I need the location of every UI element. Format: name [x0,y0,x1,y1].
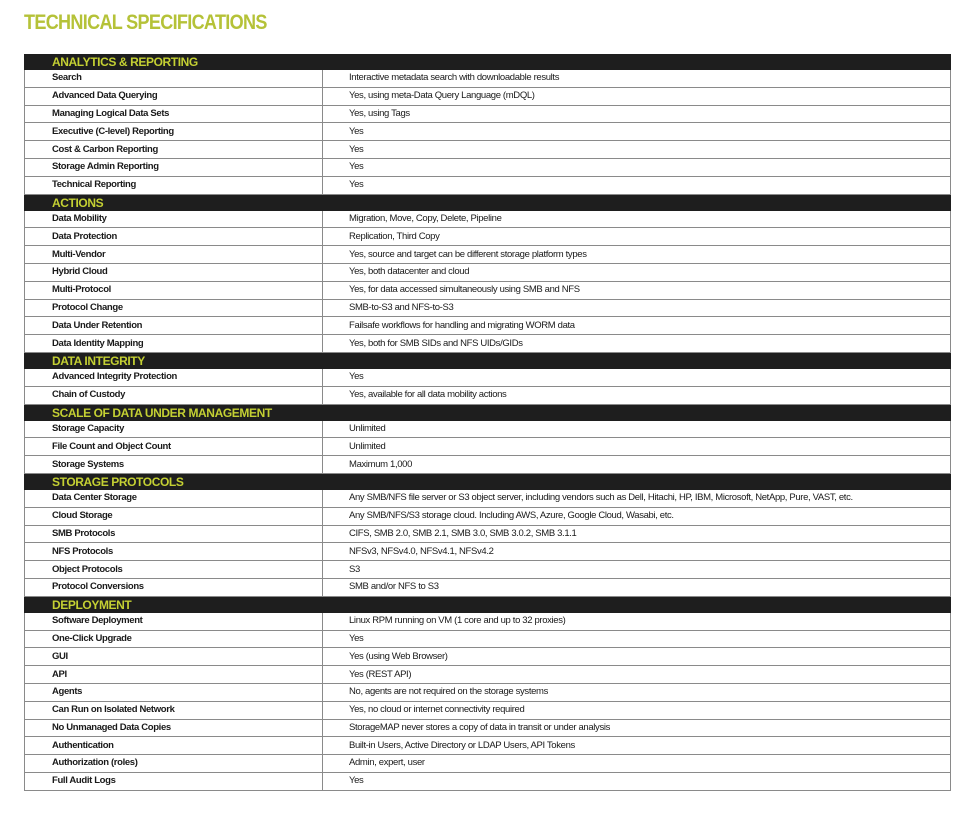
spec-row [25,386,951,404]
spec-label: Agents [25,683,323,701]
spec-value: Yes, for data accessed simultaneously using SMB and NFS [323,281,951,299]
spec-value: Yes (using Web Browser) [323,648,951,666]
spec-label: Can Run on Isolated Network [25,701,323,719]
spec-row [25,561,951,579]
spec-label: Search [25,70,323,87]
spec-label: Data Under Retention [25,317,323,335]
spec-value: Replication, Third Copy [323,228,951,246]
spec-value: Any SMB/NFS/S3 storage cloud. Including AWS, Azure, Google Cloud, Wasabi, etc. [323,507,951,525]
spec-label: Data Center Storage [25,490,323,507]
spec-value: Yes [323,176,951,194]
spec-value: Yes (REST API) [323,666,951,684]
spec-label: Multi-Protocol [25,281,323,299]
spec-row [25,141,951,159]
spec-label: Protocol Conversions [25,578,323,596]
spec-label: Advanced Integrity Protection [25,369,323,386]
spec-row [25,281,951,299]
spec-label: Storage Capacity [25,421,323,438]
spec-value: Yes, both datacenter and cloud [323,263,951,281]
spec-value: S3 [323,561,951,579]
spec-value: Yes [323,141,951,159]
spec-label: Storage Systems [25,456,323,474]
spec-label: SMB Protocols [25,525,323,543]
spec-value: Interactive metadata search with downloadable results [323,70,951,87]
spec-row [25,228,951,246]
spec-value: No, agents are not required on the storage systems [323,683,951,701]
spec-row [25,456,951,474]
spec-label: Data Protection [25,228,323,246]
spec-value: Yes, using meta-Data Query Language (mDQL) [323,87,951,105]
spec-row [25,737,951,755]
spec-row [25,543,951,561]
spec-value: CIFS, SMB 2.0, SMB 2.1, SMB 3.0, SMB 3.0.2, SMB 3.1.1 [323,525,951,543]
spec-row [25,755,951,773]
spec-row [25,299,951,317]
section-header [25,194,951,211]
spec-label: Software Deployment [25,613,323,630]
spec-row [25,70,951,87]
section-heading: ANALYTICS & REPORTING [25,54,951,70]
spec-table [24,54,951,791]
spec-row [25,421,951,438]
spec-value: StorageMAP never stores a copy of data in transit or under analysis [323,719,951,737]
spec-row [25,105,951,123]
spec-row [25,648,951,666]
spec-value: SMB and/or NFS to S3 [323,578,951,596]
spec-label: Data Identity Mapping [25,335,323,353]
spec-value: NFSv3, NFSv4.0, NFSv4.1, NFSv4.2 [323,543,951,561]
section-heading: SCALE OF DATA UNDER MANAGEMENT [25,404,951,421]
spec-label: Executive (C-level) Reporting [25,123,323,141]
spec-value: Failsafe workflows for handling and migrating WORM data [323,317,951,335]
spec-value: Maximum 1,000 [323,456,951,474]
spec-row [25,578,951,596]
section-heading: STORAGE PROTOCOLS [25,473,951,490]
spec-value: Yes, source and target can be different storage platform types [323,246,951,264]
spec-label: Managing Logical Data Sets [25,105,323,123]
spec-value: Yes [323,158,951,176]
spec-label: API [25,666,323,684]
spec-label: Object Protocols [25,561,323,579]
spec-row [25,507,951,525]
spec-label: File Count and Object Count [25,438,323,456]
spec-row [25,772,951,790]
section-heading: ACTIONS [25,194,951,211]
spec-row [25,211,951,228]
spec-value: Yes [323,123,951,141]
spec-value: Migration, Move, Copy, Delete, Pipeline [323,211,951,228]
spec-row [25,176,951,194]
spec-row [25,613,951,630]
spec-row [25,246,951,264]
spec-value: Linux RPM running on VM (1 core and up to 32 proxies) [323,613,951,630]
spec-label: Advanced Data Querying [25,87,323,105]
spec-label: Data Mobility [25,211,323,228]
spec-label: Technical Reporting [25,176,323,194]
spec-row [25,438,951,456]
spec-value: Yes, using Tags [323,105,951,123]
spec-row [25,683,951,701]
spec-value: Admin, expert, user [323,755,951,773]
spec-row [25,158,951,176]
spec-label: Chain of Custody [25,386,323,404]
spec-value: Yes, both for SMB SIDs and NFS UIDs/GIDs [323,335,951,353]
spec-row [25,719,951,737]
spec-label: GUI [25,648,323,666]
spec-label: Storage Admin Reporting [25,158,323,176]
spec-row [25,317,951,335]
section-header [25,352,951,369]
spec-value: Yes, no cloud or internet connectivity required [323,701,951,719]
spec-label: No Unmanaged Data Copies [25,719,323,737]
spec-label: Authorization (roles) [25,755,323,773]
section-header [25,473,951,490]
spec-label: One-Click Upgrade [25,630,323,648]
page-title: TECHNICAL SPECIFICATIONS [24,11,267,34]
spec-value: Any SMB/NFS file server or S3 object server, including vendors such as Dell, Hitachi, HP, IBM, Microsoft, NetApp, Pure, VAST, etc. [323,490,951,507]
spec-row [25,490,951,507]
section-heading: DEPLOYMENT [25,596,951,613]
spec-label: Cost & Carbon Reporting [25,141,323,159]
spec-row [25,263,951,281]
section-heading: DATA INTEGRITY [25,352,951,369]
spec-row [25,335,951,353]
spec-label: Authentication [25,737,323,755]
spec-label: Full Audit Logs [25,772,323,790]
spec-row [25,701,951,719]
section-header [25,54,951,70]
spec-value: Yes [323,369,951,386]
spec-row [25,525,951,543]
spec-value: Yes [323,630,951,648]
spec-label: Multi-Vendor [25,246,323,264]
spec-row [25,87,951,105]
spec-value: Unlimited [323,421,951,438]
spec-label: Protocol Change [25,299,323,317]
spec-row [25,369,951,386]
spec-row [25,123,951,141]
spec-value: Unlimited [323,438,951,456]
spec-row [25,630,951,648]
spec-label: Hybrid Cloud [25,263,323,281]
section-header [25,596,951,613]
spec-value: SMB-to-S3 and NFS-to-S3 [323,299,951,317]
spec-table-body [25,54,951,790]
spec-value: Built-in Users, Active Directory or LDAP Users, API Tokens [323,737,951,755]
spec-label: NFS Protocols [25,543,323,561]
section-header [25,404,951,421]
spec-value: Yes, available for all data mobility actions [323,386,951,404]
spec-label: Cloud Storage [25,507,323,525]
spec-row [25,666,951,684]
spec-value: Yes [323,772,951,790]
